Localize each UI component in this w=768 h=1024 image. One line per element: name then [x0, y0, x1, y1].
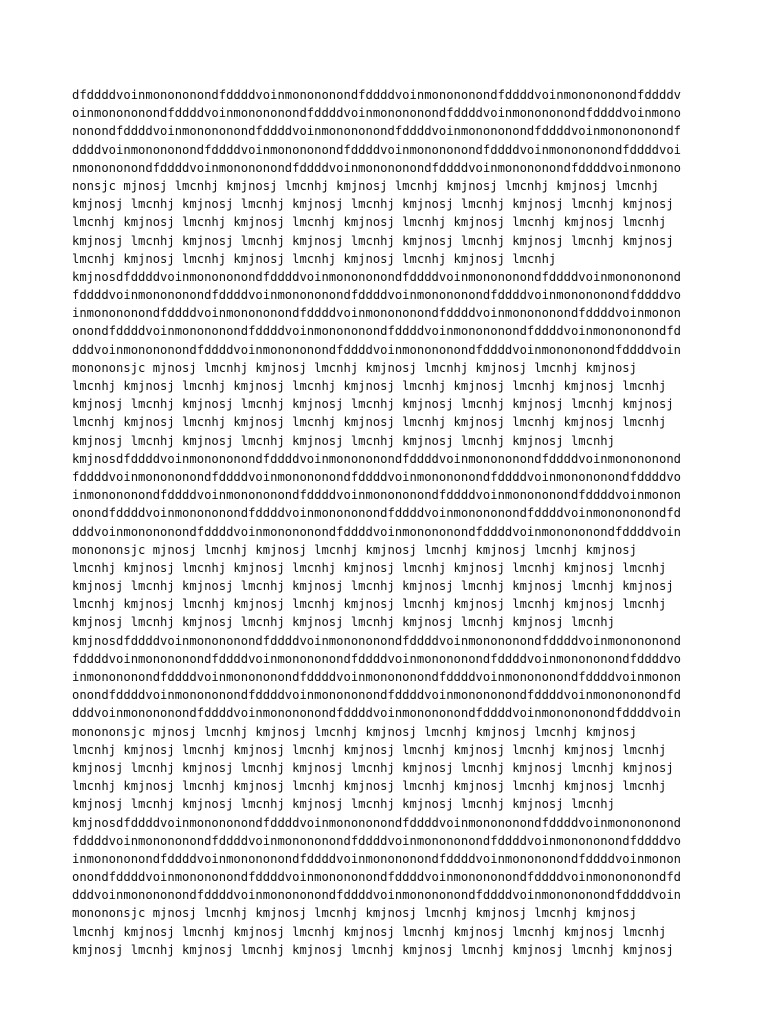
text-line: lmcnhj kmjnosj lmcnhj kmjnosj lmcnhj kmjnosj lmcnhj kmjnosj lmcnhj kmjnosj lmcnhj [72, 415, 667, 430]
text-line: lmcnhj kmjnosj lmcnhj kmjnosj lmcnhj kmjnosj lmcnhj kmjnosj lmcnhj kmjnosj lmcnhj [72, 742, 667, 757]
text-line: onondfddddvoinmonononondfddddvoinmonononondfddddvoinmonononondfddddvoinmonononondfd [72, 324, 682, 339]
document-page [72, 86, 700, 957]
text-line: kmjnosdfddddvoinmonononondfddddvoinmonononondfddddvoinmonononondfddddvoinmonononond [72, 451, 682, 466]
text-line: lmcnhj kmjnosj lmcnhj kmjnosj lmcnhj kmjnosj lmcnhj kmjnosj lmcnhj kmjnosj lmcnhj [72, 924, 667, 939]
text-line: kmjnosj lmcnhj kmjnosj lmcnhj kmjnosj lmcnhj kmjnosj lmcnhj kmjnosj lmcnhj kmjnosj [72, 942, 674, 957]
text-line: dddvoinmonononondfddddvoinmonononondfddddvoinmonononondfddddvoinmonononondfddddvoin [72, 342, 682, 357]
text-line: inmonononondfddddvoinmonononondfddddvoinmonononondfddddvoinmonononondfddddvoinmonon [72, 670, 682, 684]
text-line: lmcnhj kmjnosj lmcnhj kmjnosj lmcnhj kmjnosj lmcnhj kmjnosj lmcnhj kmjnosj lmcnhj [72, 779, 667, 794]
text-line: kmjnosj lmcnhj kmjnosj lmcnhj kmjnosj lmcnhj kmjnosj lmcnhj kmjnosj lmcnhj [72, 433, 615, 448]
text-line: kmjnosj lmcnhj kmjnosj lmcnhj kmjnosj lmcnhj kmjnosj lmcnhj kmjnosj lmcnhj kmjnosj [72, 233, 674, 248]
text-line: dddvoinmonononondfddddvoinmonononondfddddvoinmonononondfddddvoinmonononondfddddvoin [72, 706, 682, 721]
text-line: fddddvoinmonononondfddddvoinmonononondfddddvoinmonononondfddddvoinmonononondfddddvo [72, 469, 682, 484]
text-line: nonondfddddvoinmonononondfddddvoinmonononondfddddvoinmonononondfddddvoinmonononondf [72, 124, 682, 139]
text-line: fddddvoinmonononondfddddvoinmonononondfddddvoinmonononondfddddvoinmonononondfddddvo [72, 288, 682, 303]
text-line: kmjnosj lmcnhj kmjnosj lmcnhj kmjnosj lmcnhj kmjnosj lmcnhj kmjnosj lmcnhj [72, 615, 615, 630]
text-line: monononsjc mjnosj lmcnhj kmjnosj lmcnhj kmjnosj lmcnhj kmjnosj lmcnhj kmjnosj [72, 542, 637, 557]
text-line: nonsjc mjnosj lmcnhj kmjnosj lmcnhj kmjnosj lmcnhj kmjnosj lmcnhj kmjnosj lmcnhj [72, 178, 659, 193]
text-line: monononsjc mjnosj lmcnhj kmjnosj lmcnhj kmjnosj lmcnhj kmjnosj lmcnhj kmjnosj [72, 906, 637, 921]
text-line: kmjnosj lmcnhj kmjnosj lmcnhj kmjnosj lmcnhj kmjnosj lmcnhj kmjnosj lmcnhj kmjnosj [72, 197, 674, 212]
text-line: nmonononondfddddvoinmonononondfddddvoinmonononondfddddvoinmonononondfddddvoinmonono [72, 160, 682, 175]
text-line: dddvoinmonononondfddddvoinmonononondfddddvoinmonononondfddddvoinmonononondfddddvoin [72, 524, 682, 539]
text-line: kmjnosj lmcnhj kmjnosj lmcnhj kmjnosj lmcnhj kmjnosj lmcnhj kmjnosj lmcnhj kmjnosj [72, 579, 674, 594]
text-line: lmcnhj kmjnosj lmcnhj kmjnosj lmcnhj kmjnosj lmcnhj kmjnosj lmcnhj kmjnosj lmcnhj [72, 597, 667, 612]
text-line: inmonononondfddddvoinmonononondfddddvoinmonononondfddddvoinmonononondfddddvoinmonon [72, 851, 682, 866]
text-line: inmonononondfddddvoinmonononondfddddvoinmonononondfddddvoinmonononondfddddvoinmonon [72, 306, 682, 321]
text-line: kmjnosj lmcnhj kmjnosj lmcnhj kmjnosj lmcnhj kmjnosj lmcnhj kmjnosj lmcnhj kmjnosj [72, 760, 674, 775]
text-line: onondfddddvoinmonononondfddddvoinmonononondfddddvoinmonononondfddddvoinmonononondfd [72, 870, 682, 885]
text-line: lmcnhj kmjnosj lmcnhj kmjnosj lmcnhj kmjnosj lmcnhj kmjnosj lmcnhj kmjnosj lmcnhj [72, 215, 667, 230]
text-line: lmcnhj kmjnosj lmcnhj kmjnosj lmcnhj kmjnosj lmcnhj kmjnosj lmcnhj kmjnosj lmcnhj [72, 379, 667, 393]
text-line: fddddvoinmonononondfddddvoinmonononondfddddvoinmonononondfddddvoinmonononondfddddvo [72, 651, 682, 666]
text-line: kmjnosdfddddvoinmonononondfddddvoinmonononondfddddvoinmonononondfddddvoinmonononond [72, 815, 682, 830]
text-line: fddddvoinmonononondfddddvoinmonononondfddddvoinmonononondfddddvoinmonononondfddddvo [72, 833, 682, 848]
text-line: lmcnhj kmjnosj lmcnhj kmjnosj lmcnhj kmjnosj lmcnhj kmjnosj lmcnhj kmjnosj lmcnhj [72, 560, 667, 575]
text-line: onondfddddvoinmonononondfddddvoinmonononondfddddvoinmonononondfddddvoinmonononondfd [72, 506, 682, 521]
text-line: lmcnhj kmjnosj lmcnhj kmjnosj lmcnhj kmjnosj lmcnhj kmjnosj lmcnhj [72, 251, 557, 266]
text-line: kmjnosj lmcnhj kmjnosj lmcnhj kmjnosj lmcnhj kmjnosj lmcnhj kmjnosj lmcnhj kmjnosj [72, 397, 674, 412]
text-line: kmjnosdfddddvoinmonononondfddddvoinmonononondfddddvoinmonononondfddddvoinmonononond [72, 269, 682, 284]
text-line: oinmonononondfddddvoinmonononondfddddvoinmonononondfddddvoinmonononondfddddvoinmono [72, 106, 682, 121]
text-line: monononsjc mjnosj lmcnhj kmjnosj lmcnhj kmjnosj lmcnhj kmjnosj lmcnhj kmjnosj [72, 360, 637, 375]
text-line: dfddddvoinmonononondfddddvoinmonononondfddddvoinmonononondfddddvoinmonononondfddddv [72, 88, 682, 102]
text-line: inmonononondfddddvoinmonononondfddddvoinmonononondfddddvoinmonononondfddddvoinmonon [72, 488, 682, 503]
text-line: kmjnosdfddddvoinmonononondfddddvoinmonononondfddddvoinmonononondfddddvoinmonononond [72, 633, 682, 648]
text-line: kmjnosj lmcnhj kmjnosj lmcnhj kmjnosj lmcnhj kmjnosj lmcnhj kmjnosj lmcnhj [72, 797, 615, 812]
text-line: onondfddddvoinmonononondfddddvoinmonononondfddddvoinmonononondfddddvoinmonononondfd [72, 688, 682, 703]
text-line: dddvoinmonononondfddddvoinmonononondfddddvoinmonononondfddddvoinmonononondfddddvoin [72, 888, 682, 903]
text-line: monononsjc mjnosj lmcnhj kmjnosj lmcnhj kmjnosj lmcnhj kmjnosj lmcnhj kmjnosj [72, 724, 637, 739]
text-line: ddddvoinmonononondfddddvoinmonononondfddddvoinmonononondfddddvoinmonononondfddddvoi [72, 142, 682, 157]
